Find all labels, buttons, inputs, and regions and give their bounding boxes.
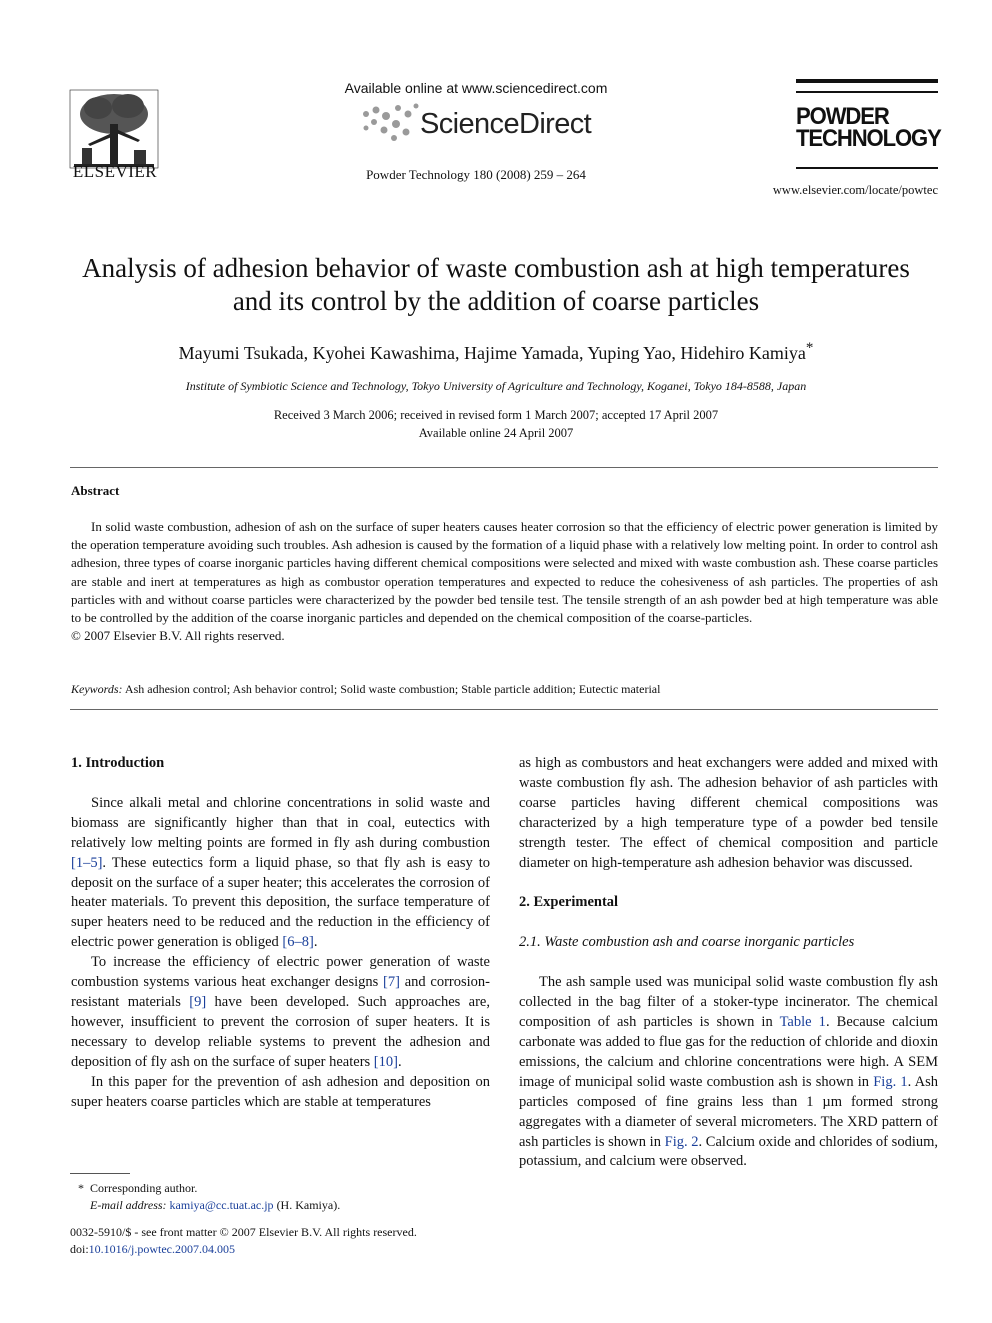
- front-matter: [70, 1224, 490, 1258]
- journal-rule-bottom: [796, 167, 938, 169]
- abstract-body: [71, 518, 938, 645]
- left-column: [71, 754, 490, 1112]
- right-column: [519, 754, 938, 1172]
- abstract-copyright: © 2007 Elsevier B.V. All rights reserved.: [71, 628, 285, 644]
- abstract-text: In solid waste combustion, adhesion of ash on the surface of super heaters causes heater corrosion so that the efficiency of electric power generation is limited by the operation temperature avoiding such troubles. Ash adhesion is caused by the formation of a liquid phase with a relatively low melting point. In order to control ash adhesion, three types of coarse inorganic particles having different chemical compositions were selected and mixed with waste combustion ash. These coarse particles are stable and inert at temperatures as high as combustor operation temperatures and expected to reduce the cohesiveness of ash particles. The properties of ash particles with and without coarse particles were characterized by the powder bed tensile test. The tensile strength of an ash powder bed at high temperature was able to be controlled by the addition of the coarse inorganic particles and depended on the chemical composition of the coarse-particles.: [71, 519, 938, 626]
- doi-link[interactable]: 10.1016/j.powtec.2007.04.005: [88, 1242, 235, 1256]
- corresponding-author-mark[interactable]: *: [805, 340, 814, 356]
- keywords: [71, 682, 938, 697]
- abstract-rule-top: [70, 467, 938, 468]
- affiliation: Institute of Symbiotic Science and Technology, Tokyo University of Agriculture and Technology, Koganei, Tokyo 184-8588, Japan: [185, 379, 807, 393]
- publisher-name: ELSEVIER: [72, 162, 158, 181]
- article-title-line2: and its control by the addition of coarse particles: [232, 286, 760, 316]
- abstract-rule-bottom: [70, 709, 938, 710]
- footnote-label: Corresponding author.: [90, 1181, 198, 1195]
- footnote-mark: *: [78, 1181, 84, 1195]
- journal-rule-thin: [796, 91, 938, 93]
- email-label: E-mail address:: [90, 1198, 167, 1212]
- journal-title-line1: POWDER: [796, 103, 889, 130]
- available-online-text[interactable]: Available online at www.sciencedirect.com: [344, 80, 608, 96]
- article-title: [40, 252, 952, 318]
- journal-title: [796, 103, 941, 152]
- email-link[interactable]: kamiya@cc.tuat.ac.jp: [169, 1198, 274, 1212]
- issn-line: 0032-5910/$ - see front matter © 2007 Elsevier B.V. All rights reserved.: [70, 1225, 417, 1239]
- journal-url[interactable]: www.elsevier.com/locate/powtec: [772, 183, 938, 197]
- intro-paragraph-1: Since alkali metal and chlorine concentrations in solid waste and biomass are significantly higher than that in coal, eutectics with relatively low melting points are formed in fly ash during combustion [1–5]. These eutectics form a liquid phase, so that fly ash is easy to deposit on the surface of a super heater; this accelerates the corrosion of heater materials. To prevent this deposition, the surface temperature of super heaters need to be reduced and the reduction in the efficiency of electric power generation is obliged [6–8].: [71, 794, 490, 951]
- subsection-heading-2-1: 2.1. Waste combustion ash and coarse inorganic particles: [519, 934, 855, 951]
- abstract-heading: Abstract: [71, 483, 120, 498]
- ref-link-1-5[interactable]: [1–5]: [71, 854, 103, 871]
- journal-rule-top: [796, 79, 938, 83]
- fig-2-link[interactable]: Fig. 2: [664, 1133, 699, 1150]
- journal-citation: Powder Technology 180 (2008) 259 – 264: [366, 167, 586, 182]
- intro-paragraph-3-cont: as high as combustors and heat exchangers were added and mixed with waste combustion fly ash. The adhesion behavior of ash particles with coarse particles having different chemical compositions was characterized by a high temperature type of a powder bed tensile strength tester. The effect of chemical composition and particle diameter on high-temperature ash adhesion behavior was discussed.: [519, 755, 938, 871]
- article-dates: [40, 406, 952, 442]
- author-list: [40, 340, 952, 364]
- ref-link-7[interactable]: [7]: [383, 974, 400, 991]
- section-heading-introduction: 1. Introduction: [71, 755, 165, 771]
- section-heading-experimental: 2. Experimental: [519, 894, 619, 911]
- article-title-line1: Analysis of adhesion behavior of waste combustion ash at high temperatures: [82, 253, 910, 283]
- footnote-rule: [70, 1173, 130, 1174]
- keywords-label: Keywords:: [71, 682, 123, 696]
- ref-link-6-8[interactable]: [6–8]: [282, 934, 314, 951]
- journal-title-line2: TECHNOLOGY: [796, 125, 941, 152]
- keywords-list: Ash adhesion control; Ash behavior control; Solid waste combustion; Stable particle addition; Eutectic material: [124, 682, 661, 696]
- table-1-link[interactable]: Table 1: [779, 1014, 826, 1031]
- email-name: (H. Kamiya).: [276, 1198, 341, 1212]
- footnote: [70, 1180, 490, 1214]
- fig-1-link[interactable]: Fig. 1: [873, 1073, 908, 1090]
- authors-text: Mayumi Tsukada, Kyohei Kawashima, Hajime Yamada, Yuping Yao, Hidehiro Kamiya: [178, 343, 806, 363]
- doi-line: doi:10.1016/j.powtec.2007.04.005: [70, 1242, 235, 1256]
- intro-paragraph-2: To increase the efficiency of electric power generation of waste combustion systems various heat exchanger designs [7] and corrosion-resistant materials [9] have been developed. Such approaches are, however, insufficient to prevent the corrosion of super heaters. It is necessary to develop reliable systems to prevent the adhesion and deposition of fly ash on the surface of super heaters [10].: [71, 954, 490, 1070]
- experimental-paragraph-1: The ash sample used was municipal solid waste combustion fly ash collected in the bag filter of a stoker-type incinerator. The chemical composition of ash particles is shown in Table 1. Because calcium carbonate was added to flue gas for the reduction of chloride and dioxin emissions, the calcium and chlorine concentrations were high. A SEM image of municipal solid waste combustion ash is shown in Fig. 1. Ash particles composed of fine grains less than 1 µm formed strong aggregates with a diameter of several micrometers. The XRD pattern of ash particles is shown in Fig. 2. Calcium oxide and chlorides of sodium, potassium, and calcium were observed.: [519, 974, 938, 1170]
- received-dates: Received 3 March 2006; received in revised form 1 March 2007; accepted 17 April 2007: [273, 408, 719, 422]
- ref-link-9[interactable]: [9]: [189, 993, 207, 1010]
- intro-paragraph-3: In this paper for the prevention of ash adhesion and deposition on super heaters coarse particles which are stable at temperatures: [71, 1073, 490, 1110]
- sciencedirect-brand: ScienceDirect: [420, 108, 592, 140]
- ref-link-10[interactable]: [10]: [373, 1053, 398, 1070]
- available-date: Available online 24 April 2007: [418, 426, 574, 440]
